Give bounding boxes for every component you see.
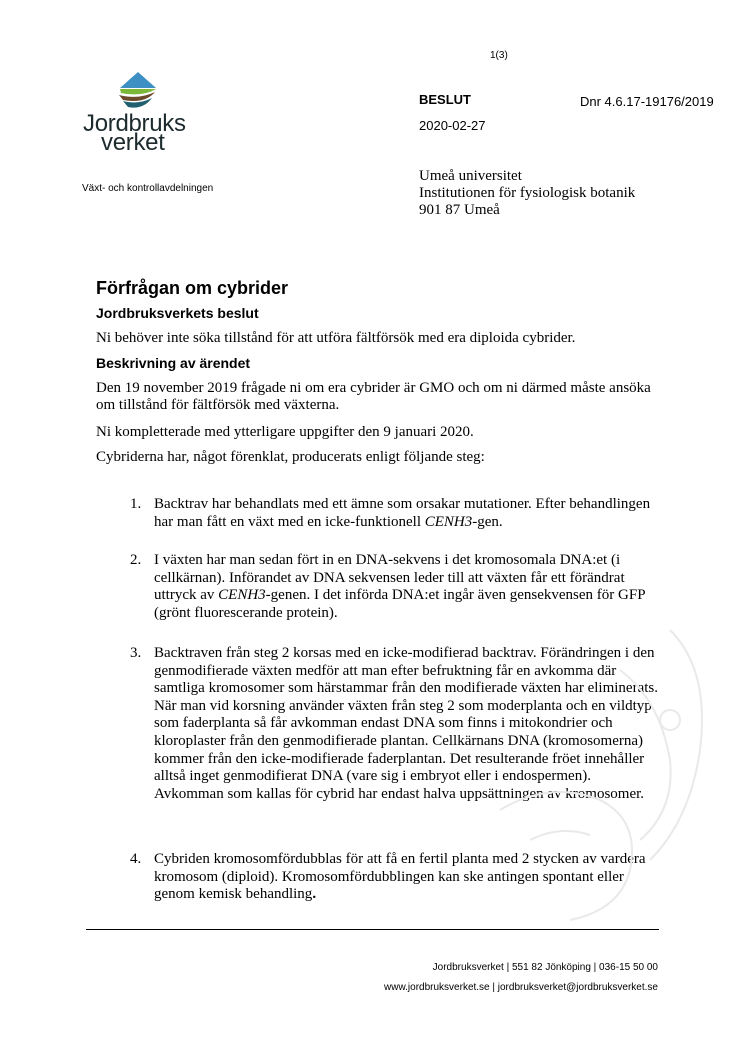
jordbruksverket-logo [83,70,193,160]
step-text: I växten har man sedan fört in en DNA-sekvens i det kromosomala DNA:et (i cellkärnan). Införandet av DNA sekvensen leder till att växten får ett förändrat uttryck av CENH3-genen. I det införda DNA:et ingår även gensekvensen för GFP (grönt fluorescerande protein). [154,552,646,621]
footer-web: www.jordbruksverket.se | jordbruksverket@jordbruksverket.se [384,982,658,993]
step-text: Cybriden kromosomfördubblas för att få en fertil planta med 2 stycken av vardera kromosom (diploid). Kromosomfördubblingen kan ske antingen spontant eller genom kemisk behandling. [154,851,646,903]
step-number: 4. [130,851,142,867]
heading-description: Beskrivning av ärendet [96,355,251,371]
logo-wordmark-line1: Jordbruks [83,110,186,137]
decision-date: 2020-02-27 [419,118,486,133]
description-paragraph-3: Cybriderna har, något förenklat, producerats enligt följande steg: [96,449,485,465]
watermark-illustration [470,610,720,940]
step-number: 2. [130,552,142,568]
description-paragraph-1 [96,380,656,414]
step-1 [110,496,662,531]
heading-decision: Jordbruksverkets beslut [96,305,259,321]
document-title: Förfrågan om cybrider [96,278,289,298]
step-number: 3. [130,645,142,661]
recipient-line-3: 901 87 Umeå [419,202,500,218]
step-number: 1. [130,496,142,512]
logo-emblem-icon [83,70,193,114]
decision-label: BESLUT [419,92,471,107]
step-text: Backtrav har behandlats med ett ämne som orsakar mutationer. Efter behandlingen har man fått en växt med en icke-funktionell CENH3-gen. [154,496,651,530]
recipient-line-2: Institutionen för fysiologisk botanik [419,185,636,201]
logo-wordmark-line2: verket [101,129,165,156]
diary-number: Dnr 4.6.17-19176/2019 [580,94,714,109]
decision-paragraph: Ni behöver inte söka tillstånd för att utföra fältförsök med era diploida cybrider. [96,330,576,346]
department-name: Växt- och kontrollavdelningen [82,183,214,194]
logo-wordmark [83,110,186,156]
description-paragraph-1-line-1: Den 19 november 2019 frågade ni om era cybrider är GMO och om ni därmed måste ansöka [96,380,651,396]
page-number: 1(3) [490,50,508,61]
description-paragraph-1-line-2: om tillstånd för fältförsök med växterna. [96,397,340,413]
footer-contact: Jordbruksverket | 551 82 Jönköping | 036-15 50 00 [432,962,658,973]
footer-divider [86,929,659,930]
step-text: Backtraven från steg 2 korsas med en icke-modifierad backtrav. Förändringen i den genmodifierade växten medför att man efter befruktning får en avkomma där samtliga kromosomer som härstammar från den modifierade växten har eliminerats. När man vid korsning använder växten från steg 2 som moderplanta och en vildtyp som faderplanta så får avkomman endast DNA som finns i mitokondrier och kloroplaster från den genmodifierade plantan. Cellkärnans DNA (kromosomerna) kommer från den icke-modifierade faderplantan. Det resulterande fröet innehåller alltså inget genmodifierat DNA (vare sig i embryot eller i endospermen). Avkomman som kallas för cybrid har endast halva uppsättningen av kromosomer. [154,645,659,802]
description-paragraph-2: Ni kompletterade med ytterligare uppgifter den 9 januari 2020. [96,424,474,440]
recipient-address [419,168,635,219]
recipient-line-1: Umeå universitet [419,168,522,184]
